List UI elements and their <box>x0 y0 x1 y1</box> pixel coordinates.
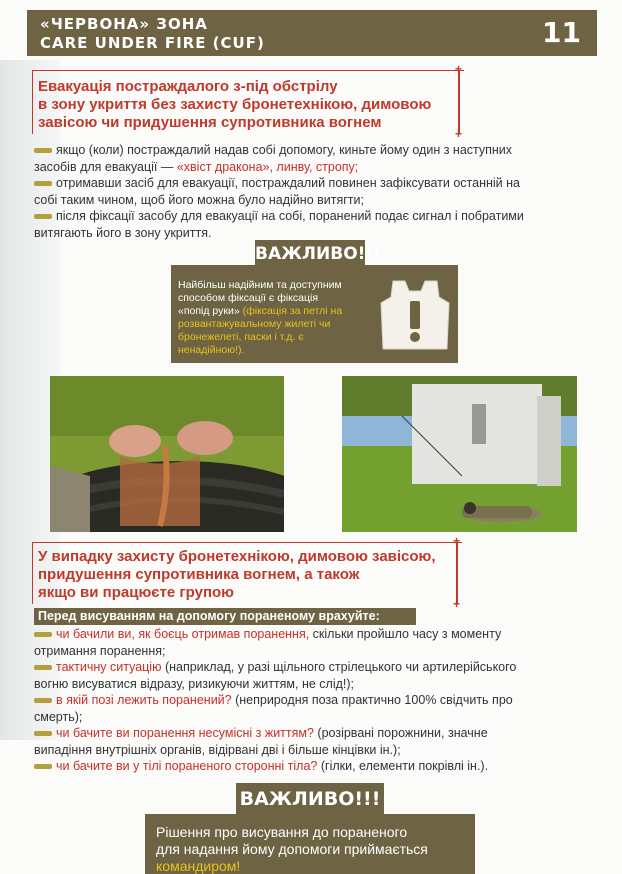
bullet-text: якщо (коли) постраждалий надав собі допомогу, киньте йому один з наступних <box>56 143 513 157</box>
list-item <box>34 659 604 692</box>
bullet-highlight: чи бачили ви, як боєць отримав поранення, <box>56 627 310 641</box>
plus-mark: + <box>453 597 461 611</box>
important-line: способом фіксації є фіксація <box>178 292 319 304</box>
bullet-text: після фіксації засобу для евакуації на собі, поранений подає сигнал і побратими <box>56 209 524 223</box>
important-line: Найбільш надійним та доступним <box>178 279 342 291</box>
list-item <box>34 692 604 725</box>
section1-title <box>38 78 468 132</box>
photo-evacuation <box>342 376 577 532</box>
bullet-text: скільки пройшло часу з моменту <box>309 627 502 641</box>
bullet-dash-icon <box>34 698 52 703</box>
bullet-dash-icon <box>34 148 52 153</box>
soldier-dragged-photo <box>342 376 577 532</box>
bullet-text: (неприродня поза практично 100% свідчить про <box>231 693 513 707</box>
section1-bullets <box>34 142 604 241</box>
bullet-text: (гілки, елементи покрівлі ін.). <box>317 759 489 773</box>
important-highlight: ненадійною!). <box>178 344 245 356</box>
important-highlight: командиром! <box>156 858 241 874</box>
plus-mark: + <box>453 534 461 548</box>
important-text <box>178 279 378 357</box>
list-item <box>34 725 604 758</box>
important-highlight: розвантажувальному жилеті чи <box>178 318 331 330</box>
important-highlight: (фіксація за петлі на <box>242 305 343 317</box>
list-item <box>34 175 604 208</box>
section2-title-line: придушення супротивника вогнем, а також <box>38 566 360 583</box>
important-box-final <box>145 814 475 874</box>
section2-title <box>38 548 468 602</box>
bullet-highlight: тактичну ситуацію <box>56 660 162 674</box>
list-item <box>34 626 604 659</box>
section1-title-line: в зону укриття без захисту бронетехнікою, димовою <box>38 96 432 113</box>
bullet-dash-icon <box>34 632 52 637</box>
bullet-text: собі таким чином, щоб його можна було надійно витягти; <box>34 192 364 207</box>
bullet-text: смерть); <box>34 709 83 724</box>
important-final-text <box>156 824 468 874</box>
bullet-highlight: чи бачите ви у тілі пораненого сторонні тіла? <box>56 759 318 773</box>
important-box <box>171 265 458 363</box>
section2-title-line: У випадку захисту бронетехнікою, димовою завісою, <box>38 548 436 565</box>
important-line: «попід руки» <box>178 305 240 317</box>
bullet-highlight: «хвіст дракона», линву, стропу; <box>176 159 359 174</box>
bullet-dash-icon <box>34 214 52 219</box>
sub-banner: Перед висуванням на допомогу пораненому врахуйте: <box>34 608 416 625</box>
vest-warning-icon <box>379 277 451 353</box>
bullet-dash-icon <box>34 764 52 769</box>
bullet-text: (розірвані порожнини, значне <box>313 726 488 740</box>
bullet-highlight: чи бачите ви поранення несумісні з життям? <box>56 726 314 740</box>
bullet-text: (наприклад, у разі щільного стрілецького чи артилерійського <box>161 660 517 674</box>
plus-mark: + <box>455 62 463 76</box>
bullet-dash-icon <box>34 665 52 670</box>
important-highlight: бронежелеті, паски і т.д. є <box>178 331 304 343</box>
bullet-text: витягають його в зону укриття. <box>34 225 212 240</box>
section1-title-line: завісою чи придушення супротивника вогнем <box>38 114 382 131</box>
bullet-highlight: в якій позі лежить поранений? <box>56 693 232 707</box>
important-banner: ВАЖЛИВО!!! <box>255 240 365 268</box>
photo-knot <box>50 376 284 532</box>
bullet-text: отримавши засіб для евакуації, постраждалий повинен зафіксувати останній на <box>56 176 520 190</box>
important-banner: ВАЖЛИВО!!! <box>236 783 384 815</box>
section2-bullets <box>34 626 604 775</box>
page-number: 11 <box>542 16 581 49</box>
section1-title-line: Евакуація постраждалого з-під обстрілу <box>38 78 338 95</box>
important-line: для надання йому допомоги приймається <box>156 841 428 857</box>
list-item <box>34 758 604 775</box>
cuf-title: CARE UNDER FIRE (CUF) <box>40 34 265 52</box>
hands-tying-rope-photo <box>50 376 284 532</box>
bullet-text: вогню висуватися відразу, ризикуючи життям, не слід!); <box>34 676 355 691</box>
bullet-dash-icon <box>34 731 52 736</box>
section2-title-line: якщо ви працюєте групою <box>38 584 234 601</box>
page-header <box>27 10 597 56</box>
important-line: Рішення про висування до пораненого <box>156 824 408 840</box>
bullet-text: отримання поранення; <box>34 643 166 658</box>
plus-mark: + <box>455 127 463 141</box>
bullet-text: випадіння внутрішніх органів, відірвані дві і більше кінцівки ін.); <box>34 742 401 757</box>
list-item <box>34 208 604 241</box>
bullet-text: засобів для евакуації — <box>34 159 177 174</box>
bullet-dash-icon <box>34 181 52 186</box>
list-item <box>34 142 604 175</box>
zone-title: «ЧЕРВОНА» ЗОНА <box>40 15 208 33</box>
